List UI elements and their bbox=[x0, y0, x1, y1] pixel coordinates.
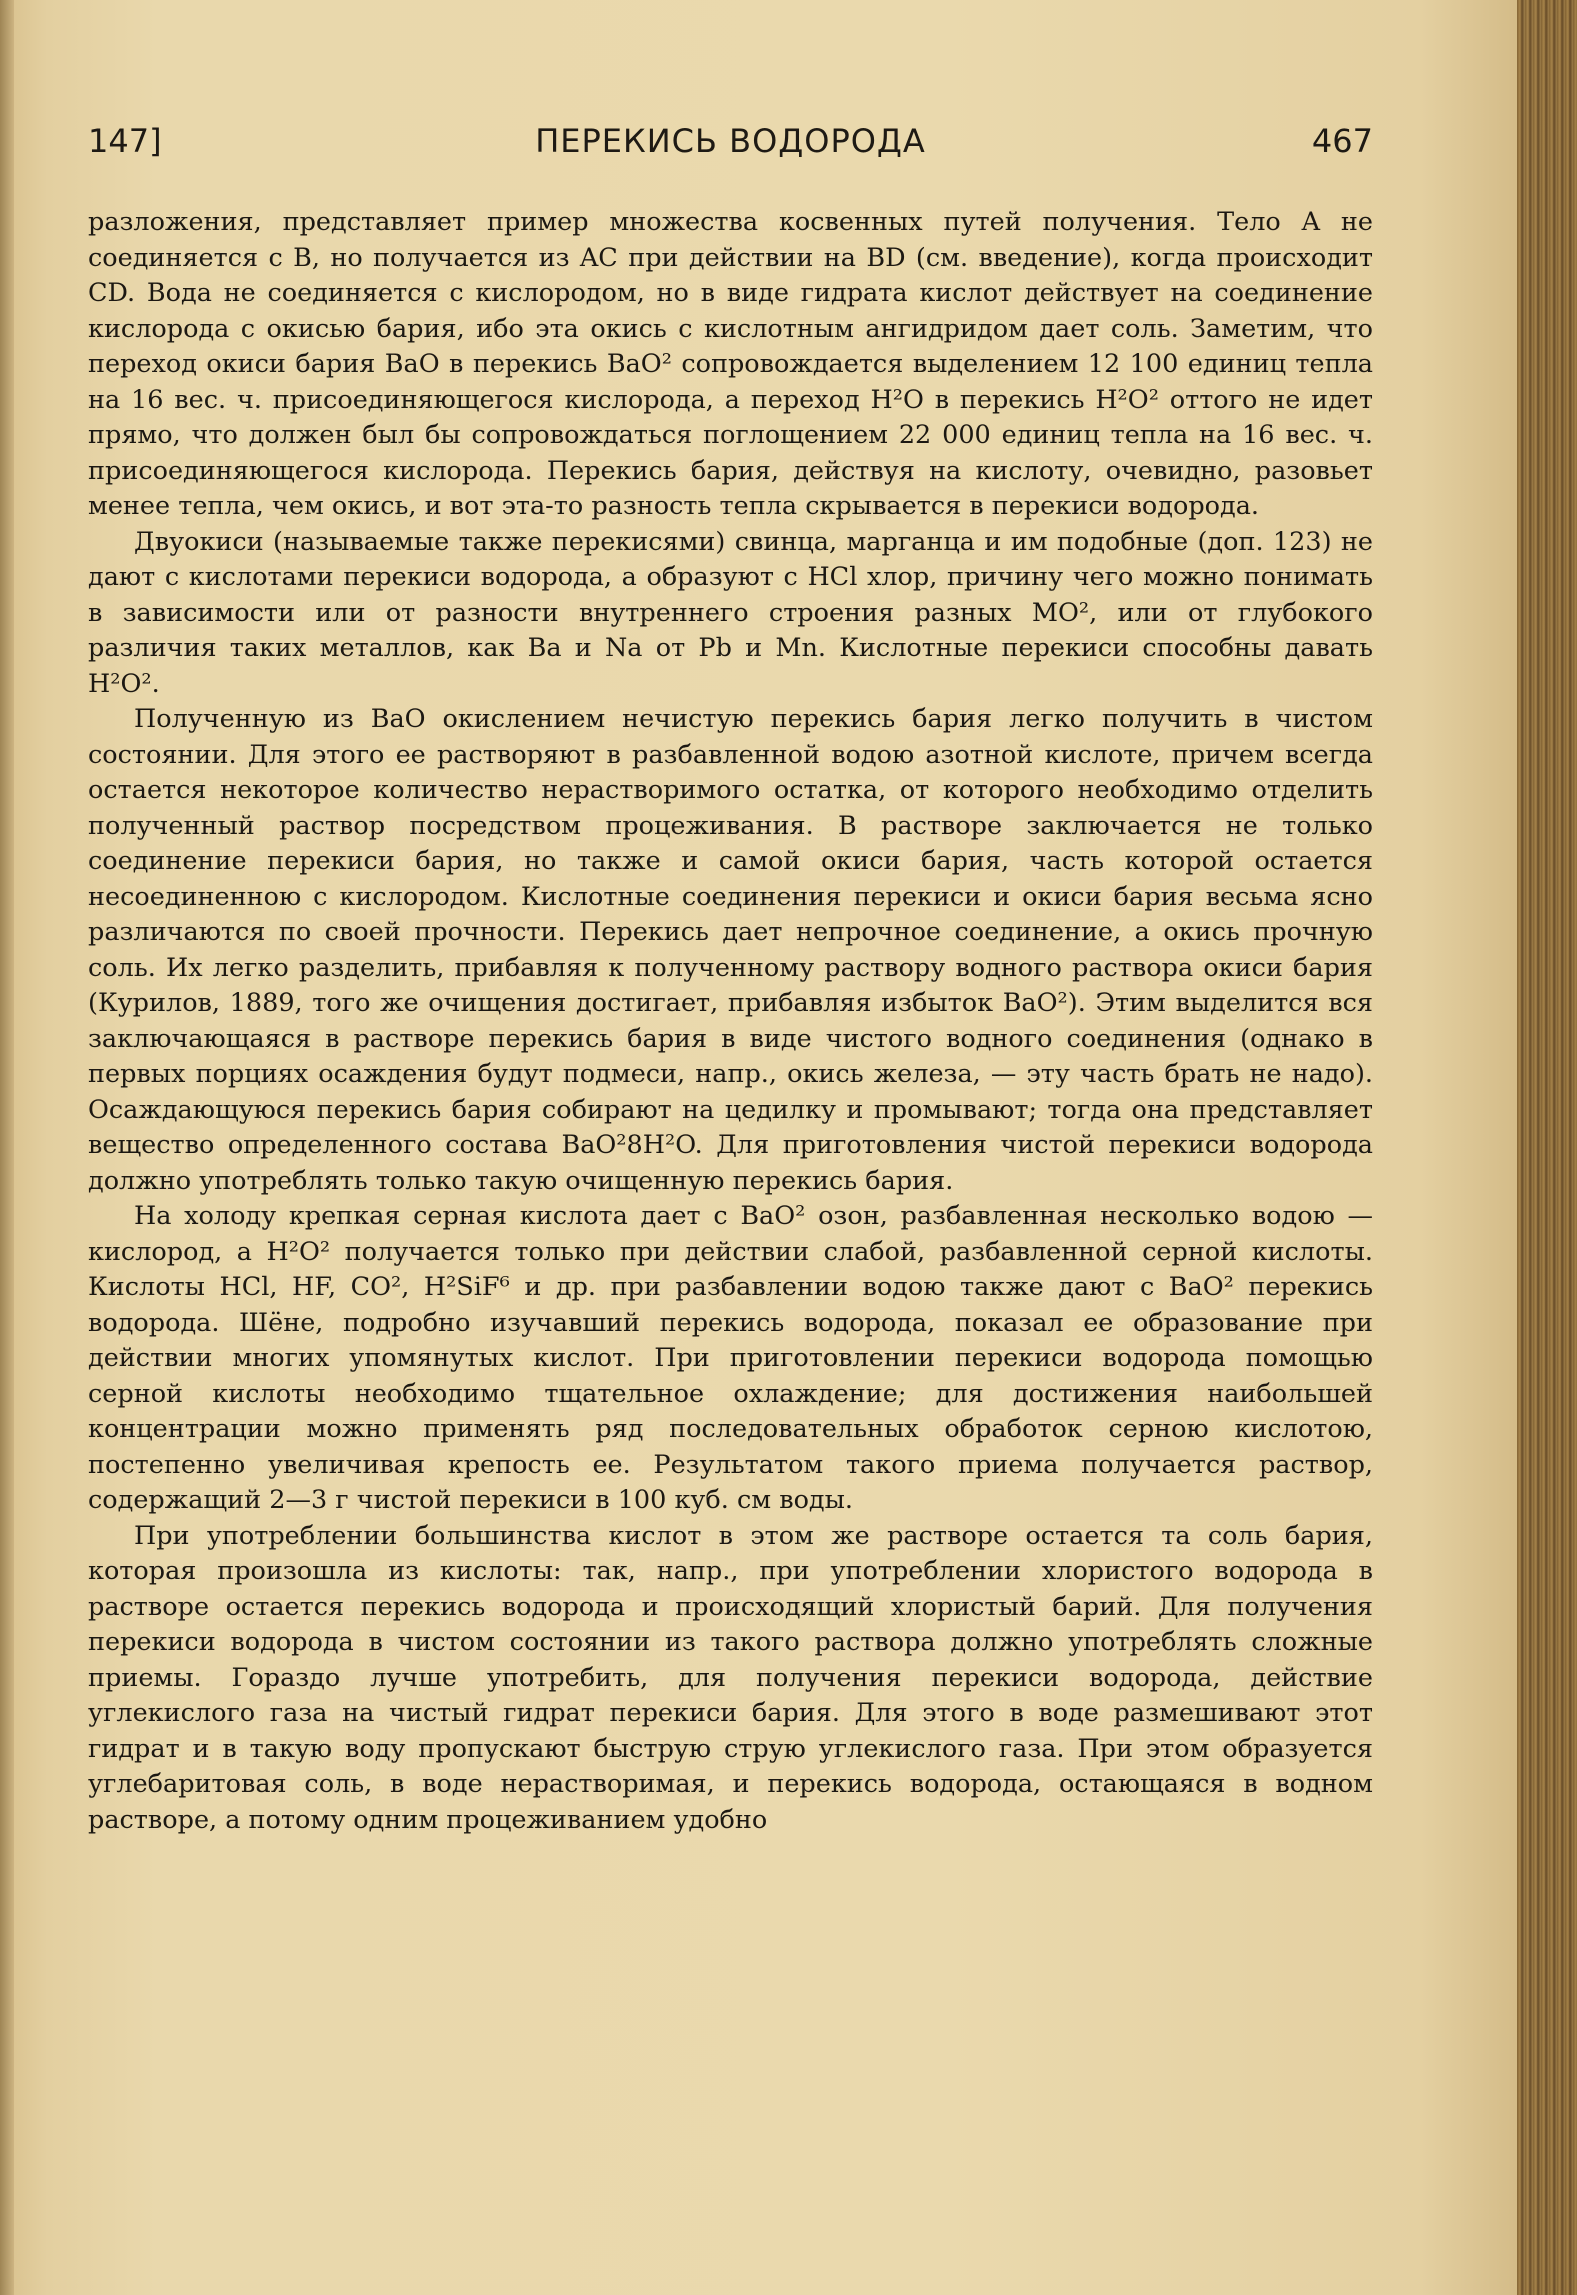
running-head bbox=[88, 122, 1373, 168]
body-text bbox=[88, 205, 1373, 1838]
page-edges bbox=[1517, 0, 1577, 2295]
paragraph-1: разложения, представляет пример множества косвенных путей получения. Тело A не соединяется с B, но получается из AC при действии на BD (см. введение), когда происходит CD. Вода не соединяется с кислородом, но в виде гидрата кислот действует на соединение кислорода с окисью бария, ибо эта окись с кислотным ангидридом дает соль. Заметим, что переход окиси бария BaO в перекись BaO² сопровождается выделением 12 100 единиц тепла на 16 вес. ч. присоединяющегося кислорода, а переход H²O в перекись H²O² оттого не идет прямо, что должен был бы сопровождаться поглощением 22 000 единиц тепла на 16 вес. ч. присоединяющегося кислорода. Перекись бария, действуя на кислоту, очевидно, разовьет менее тепла, чем окись, и вот эта-то разность тепла скрывается в перекиси водорода. bbox=[88, 207, 1373, 521]
section-number: 147] bbox=[88, 122, 162, 160]
page-title: ПЕРЕКИСЬ ВОДОРОДА bbox=[535, 122, 926, 160]
paragraph-3: Полученную из BaO окислением нечистую перекись бария легко получить в чистом состоянии. Для этого ее растворяют в разбавленной водою азотной кислоте, причем всегда остается некоторое количество нерастворимого остатка, от которого необходимо отделить полученный раствор посредством процеживания. В растворе заключается не только соединение перекиси бария, но также и самой окиси бария, часть которой остается несоединенною с кислородом. Кислотные соединения перекиси и окиси бария весьма ясно различаются по своей прочности. Перекись дает непрочное соединение, а окись прочную соль. Их легко разделить, прибавляя к полученному раствору водного раствора окиси бария (Курилов, 1889, того же очищения достигает, прибавляя избыток BaO²). Этим выделится вся заключающаяся в растворе перекись бария в виде чистого водного соединения (однако в первых порциях осаждения будут подмеси, напр., окись железа, — эту часть брать не надо). Осаждающуюся перекись бария собирают на цедилку и промывают; тогда она представляет вещество определенного состава BaO²8H²O. Для приготовления чистой перекиси водорода должно употреблять только такую очищенную перекись бария. bbox=[88, 704, 1373, 1196]
paragraph-4: На холоду крепкая серная кислота дает с BaO² озон, разбавленная несколько водою — кислород, а H²O² получается только при действии слабой, разбавленной серной кислоты. Кислоты HCl, HF, CO², H²SiF⁶ и др. при разбавлении водою также дают с BaO² перекись водорода. Шёне, подробно изучавший перекись водорода, показал ее образование при действии многих упомянутых кислот. При приготовлении перекиси водорода помощью серной кислоты необходимо тщательное охлаждение; для достижения наибольшей концентрации можно применять ряд последовательных обработок серною кислотою, постепенно увеличивая крепость ее. Результатом такого приема получается раствор, содержащий 2—3 г чистой перекиси в 100 куб. см воды. bbox=[88, 1201, 1373, 1515]
paragraph-5: При употреблении большинства кислот в этом же растворе остается та соль бария, которая произошла из кислоты: так, напр., при употреблении хлористого водорода в растворе остается перекись водорода и происходящий хлористый барий. Для получения перекиси водорода в чистом состоянии из такого раствора должно употреблять сложные приемы. Гораздо лучше употребить, для получения перекиси водорода, действие углекислого газа на чистый гидрат перекиси бария. Для этого в воде размешивают этот гидрат и в такую воду пропускают быструю струю углекислого газа. При этом образуется углебаритовая соль, в воде нерастворимая, и перекись водорода, остающаяся в водном растворе, а потому одним процеживанием удобно bbox=[88, 1520, 1373, 1835]
paragraph-2: Двуокиси (называемые также перекисями) свинца, марганца и им подобные (доп. 123) не дают с кислотами перекиси водорода, а образуют с HCl хлор, причину чего можно понимать в зависимости или от разности внутреннего строения разных MO², или от глубокого различия таких металлов, как Ba и Na от Pb и Mn. Кислотные перекиси способны давать H²O². bbox=[88, 526, 1373, 699]
page-number: 467 bbox=[1311, 122, 1373, 160]
page-gutter bbox=[0, 0, 14, 2295]
